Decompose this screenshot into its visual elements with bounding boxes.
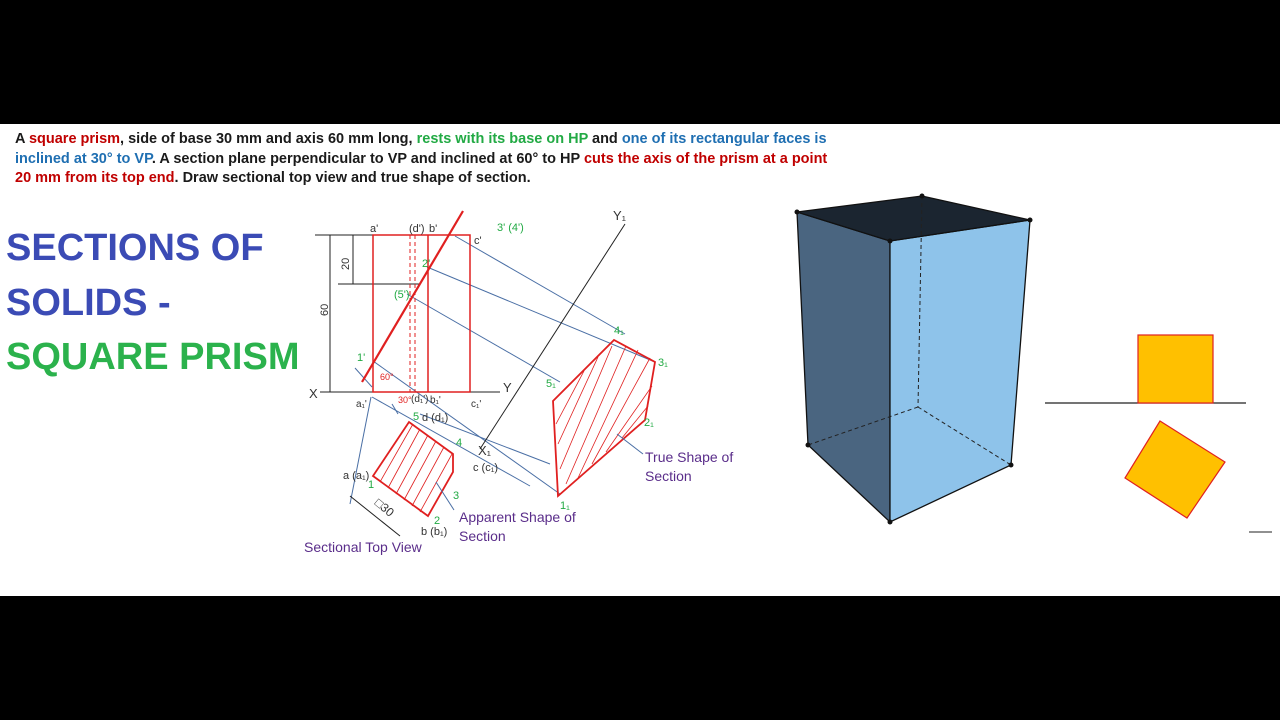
label-b-b1: b (b₁) <box>421 526 448 538</box>
problem-highlight-cut: cuts the axis of the prism at a point 20 mm from its top end <box>15 150 828 186</box>
apparent-shape-label-1: Apparent Shape of <box>459 509 576 525</box>
prism-3d <box>795 194 1033 525</box>
label-2: 2 <box>434 515 441 527</box>
small-front-view-square <box>1138 335 1213 403</box>
label-c-prime: c' <box>474 235 482 247</box>
small-views <box>1045 335 1272 532</box>
problem-text: . Draw sectional top view and true shape of section. <box>174 170 531 186</box>
annotations <box>304 208 733 555</box>
x-label: X <box>309 386 318 401</box>
true-shape-label-1: True Shape of <box>645 449 734 465</box>
label-3-1: 3₁ <box>658 357 668 369</box>
label-b1-prime: b₁' <box>430 395 441 406</box>
label-4: 4 <box>456 437 463 449</box>
prism-left-face <box>797 212 890 522</box>
label-3: 3 <box>453 490 460 502</box>
dim-30-label: □30 <box>372 495 397 520</box>
label-3p-4p: 3' (4') <box>497 222 524 234</box>
problem-text: and <box>587 131 622 147</box>
x1-label: X₁ <box>478 443 492 458</box>
y-label: Y <box>503 380 512 395</box>
title-line-1: SECTIONS OF <box>6 227 264 269</box>
section-plane-line <box>362 211 463 382</box>
label-4-1: 4₁ <box>614 325 624 337</box>
angle-60-label: 60° <box>380 372 394 382</box>
prism-right-face <box>890 220 1030 522</box>
true-shape-label-2: Section <box>645 468 692 484</box>
apparent-shape-label-2: Section <box>459 528 506 544</box>
label-2p: 2' <box>422 258 431 270</box>
y1-label: Y₁ <box>613 208 627 223</box>
title-line-2: SOLIDS - <box>6 282 171 324</box>
label-c-c1: c (c₁) <box>473 462 499 474</box>
dim-60-label: 60 <box>319 303 331 316</box>
label-a1-prime: a₁' <box>356 399 367 410</box>
projection-lines <box>350 236 655 504</box>
diagram-canvas <box>0 124 1280 596</box>
label-5: 5 <box>413 411 420 423</box>
title-line-3: SQUARE PRISM <box>6 336 300 378</box>
label-1p: 1' <box>357 352 366 364</box>
x1y1-line <box>480 224 625 449</box>
sectional-top-view-label: Sectional Top View <box>304 539 422 555</box>
true-shape-of-section <box>553 340 655 496</box>
problem-highlight-base: rests with its base on HP <box>416 131 588 147</box>
label-5-1: 5₁ <box>546 378 556 390</box>
label-1: 1 <box>368 479 375 491</box>
label-a-a1: a (a₁) <box>343 470 370 482</box>
problem-text: , side of base 30 mm and axis 60 mm long, <box>120 131 417 147</box>
small-top-view-square <box>1125 421 1225 518</box>
problem-highlight-face: one of its rectangular faces is inclined at 30° to VP <box>15 131 827 167</box>
label-1-1: 1₁ <box>560 500 570 512</box>
label-c1-prime: c₁' <box>471 399 482 410</box>
label-a-prime: a' <box>370 223 379 235</box>
label-2-1: 2₁ <box>644 417 654 429</box>
slide <box>0 124 1280 596</box>
label-d-prime: (d') <box>409 223 425 235</box>
label-5p: (5') <box>394 289 410 301</box>
angle-30-label: 30° <box>398 395 412 405</box>
dim-20-label: 20 <box>340 257 352 270</box>
label-d1-prime: (d₁') <box>411 394 429 405</box>
label-d-d1: d (d₁) <box>422 412 449 424</box>
problem-text: . A section plane perpendicular to VP and inclined at 60° to HP <box>151 150 584 167</box>
problem-text: A <box>15 131 29 147</box>
problem-highlight-square-prism: square prism <box>28 131 121 147</box>
label-b-prime: b' <box>429 223 438 235</box>
